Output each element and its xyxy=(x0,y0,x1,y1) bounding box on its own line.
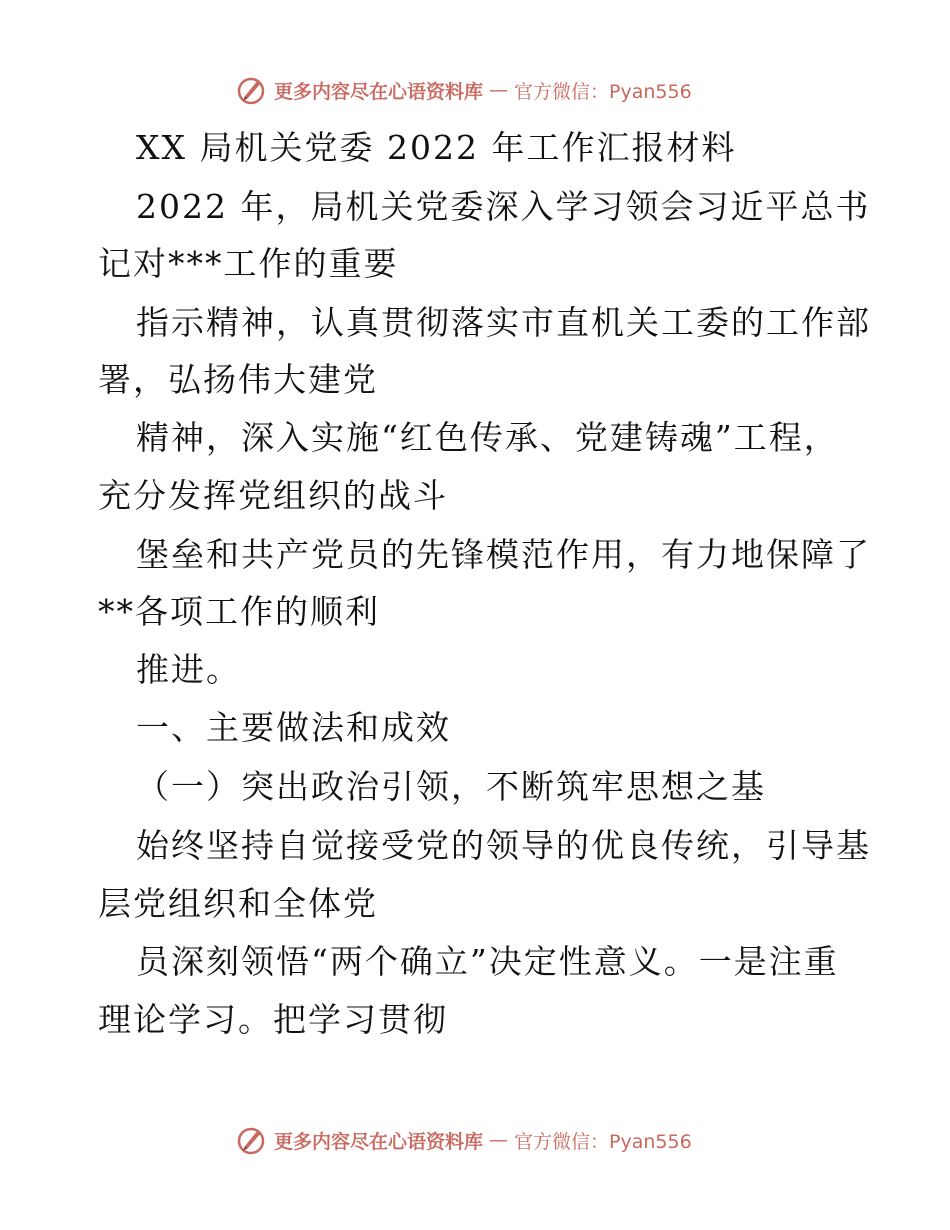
watermark-dash: — xyxy=(489,79,509,101)
paragraph-line: 记对***工作的重要 xyxy=(98,244,399,283)
paragraph-line: 堡垒和共产党员的先锋模范作用，有力地保障了 xyxy=(136,535,871,574)
watermark-header xyxy=(236,72,692,108)
paragraph-line: 署，弘扬伟大建党 xyxy=(98,360,378,399)
paragraph-line: 员深刻领悟“两个确立”决定性意义。一是注重 xyxy=(136,942,839,981)
paragraph-line: 精神，深入实施“红色传承、党建铸魂”工程， xyxy=(136,418,839,457)
paragraph-line: 始终坚持自觉接受党的领导的优良传统，引导基 xyxy=(136,826,871,865)
paragraph-line: 指示精神，认真贯彻落实市直机关工委的工作部 xyxy=(136,303,871,342)
quill-logo-icon xyxy=(236,74,268,106)
watermark-text: 更多内容尽在心语资料库 xyxy=(274,1130,484,1153)
paragraph-line: **各项工作的顺利 xyxy=(98,592,380,631)
paragraph-line: 理论学习。把学习贯彻 xyxy=(98,1000,448,1039)
quill-logo-icon xyxy=(236,1124,268,1156)
paragraph-line: 推进。 xyxy=(136,650,241,689)
subsection-heading: （一）突出政治引领，不断筑牢思想之基 xyxy=(136,767,766,806)
paragraph-line: 2022 年，局机关党委深入学习领会习近平总书 xyxy=(136,187,871,226)
paragraph-line: 充分发挥党组织的战斗 xyxy=(98,476,448,515)
watermark-footer xyxy=(236,1122,692,1158)
watermark-contact: 官方微信：Pyan556 xyxy=(514,80,692,103)
watermark-dash: — xyxy=(489,1129,509,1151)
section-heading: 一、主要做法和成效 xyxy=(136,708,451,747)
paragraph-line: 层党组织和全体党 xyxy=(98,884,378,923)
watermark-contact: 官方微信：Pyan556 xyxy=(514,1130,692,1153)
document-title: XX 局机关党委 2022 年工作汇报材料 xyxy=(136,128,737,167)
watermark-text: 更多内容尽在心语资料库 xyxy=(274,80,484,103)
